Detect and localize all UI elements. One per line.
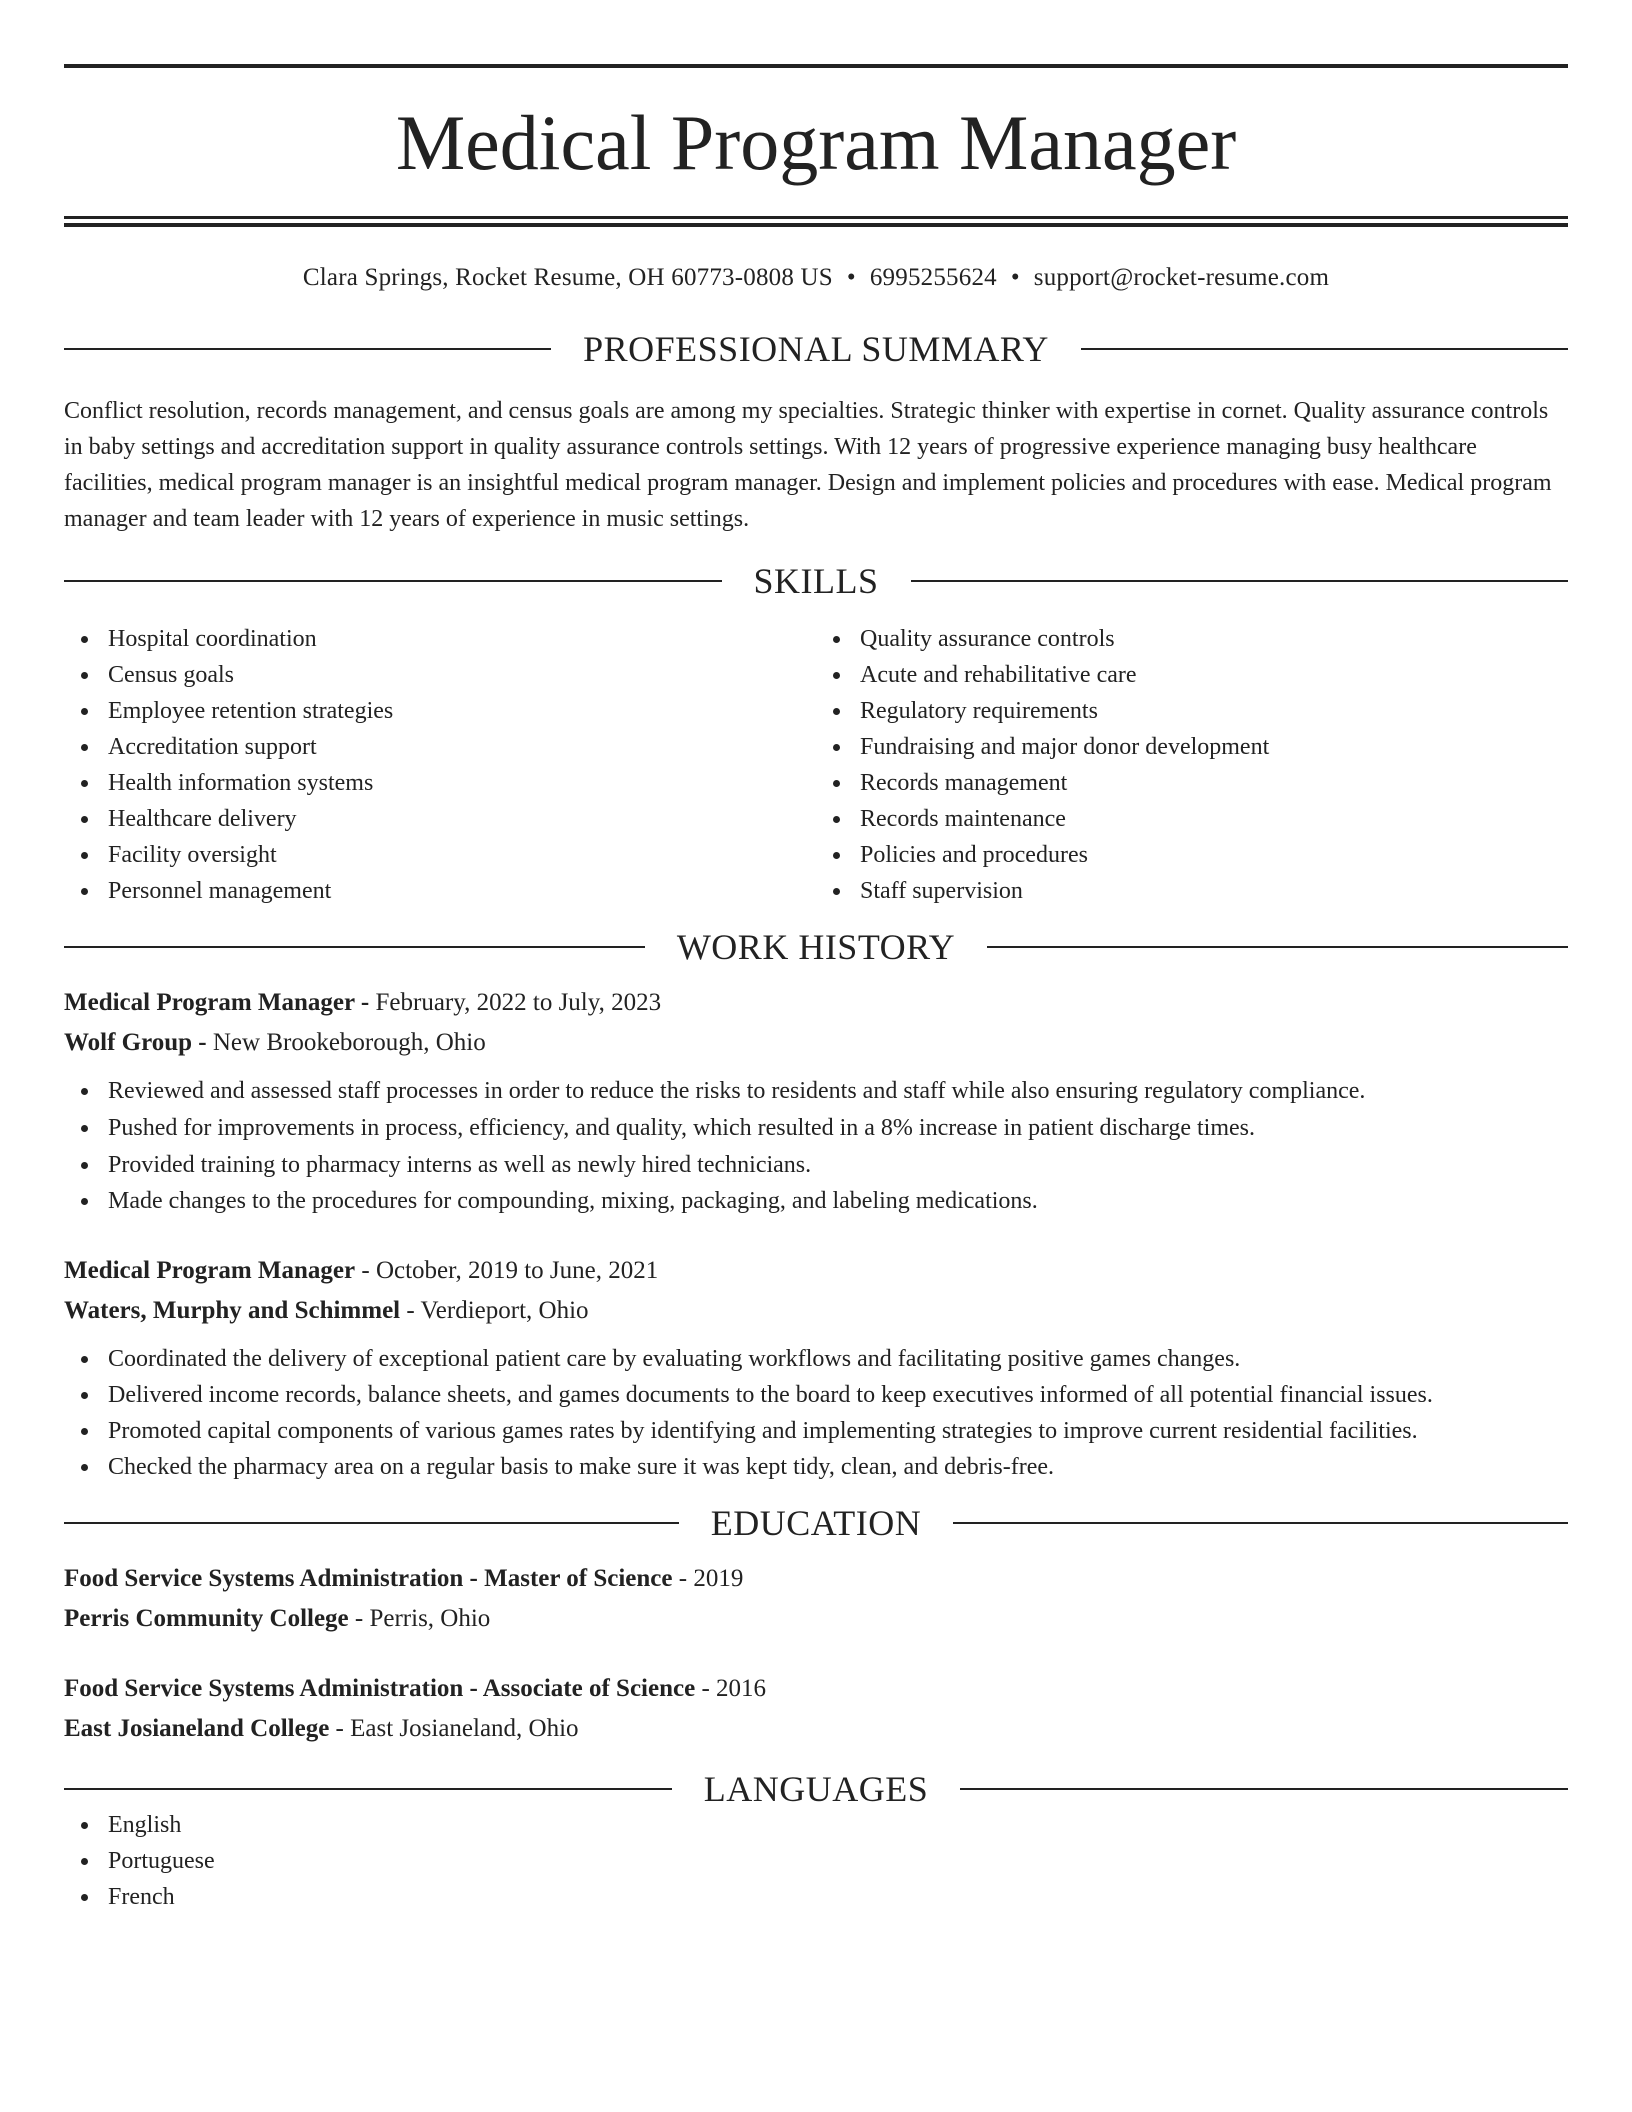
skill-item: Quality assurance controls (816, 621, 1568, 657)
job-bullet: Provided training to pharmacy interns as well as newly hired technicians. (64, 1147, 1568, 1183)
job-title-line (64, 1251, 1568, 1291)
section-header-education (64, 1505, 1568, 1541)
job-location: New Brookeborough, Ohio (212, 1029, 486, 1056)
skill-item: Staff supervision (816, 873, 1568, 909)
dash: - (192, 1029, 213, 1056)
dash: - (695, 1675, 717, 1702)
school-location: Perris, Ohio (369, 1605, 491, 1632)
degree: Food Service Systems Administration - Master of Science (64, 1565, 673, 1592)
divider (911, 580, 1569, 582)
divider (64, 1788, 672, 1790)
language-item: French (64, 1879, 1568, 1915)
job-dates: February, 2022 to July, 2023 (375, 989, 662, 1016)
contact-line (64, 264, 1568, 292)
section-title-languages: LANGUAGES (703, 1769, 929, 1809)
education-entry (64, 1559, 1568, 1639)
summary-text: Conflict resolution, records management, and census goals are among my specialties. Strategic thinker with expertise in cornet. Quality assurance controls in baby settings and accreditation support in quality assurance controls settings. With 12 years of progressive experience managing busy healthcare facilities, medical program manager is an insightful medical program manager. Design and implement policies and procedures with ease. Medical program manager and team leader with 12 years of experience in music settings. (64, 398, 1552, 532)
job-location: Verdieport, Ohio (420, 1297, 589, 1324)
skills-column-right (816, 621, 1568, 909)
skill-item: Hospital coordination (64, 621, 816, 657)
job-dates: October, 2019 to June, 2021 (375, 1257, 659, 1284)
skill-item: Health information systems (64, 765, 816, 801)
skill-item: Acute and rehabilitative care (816, 657, 1568, 693)
divider (953, 1522, 1568, 1524)
job-bullets (64, 1073, 1568, 1219)
degree-line (64, 1669, 1568, 1709)
candidate-name: Medical Program Manager (395, 99, 1237, 186)
job-bullet: Promoted capital components of various games rates by identifying and implementing strategies to improve current residential facilities. (64, 1413, 1568, 1449)
job-bullet: Made changes to the procedures for compounding, mixing, packaging, and labeling medications. (64, 1183, 1568, 1219)
skill-item: Records management (816, 765, 1568, 801)
job-bullet: Coordinated the delivery of exceptional patient care by evaluating workflows and facilitating positive games changes. (64, 1341, 1568, 1377)
dash: - (354, 989, 376, 1016)
divider (64, 1522, 679, 1524)
skill-item: Personnel management (64, 873, 816, 909)
job-bullet: Pushed for improvements in process, efficiency, and quality, which resulted in a 8% increase in patient discharge times. (64, 1110, 1568, 1147)
skill-item: Employee retention strategies (64, 693, 816, 729)
divider (987, 946, 1568, 948)
job-company-line (64, 1023, 1568, 1063)
job-bullet: Reviewed and assessed staff processes in order to reduce the risks to residents and staff while also ensuring regulatory compliance. (64, 1073, 1568, 1110)
skills-list (64, 621, 1568, 909)
skill-item: Records maintenance (816, 801, 1568, 837)
contact-address: Clara Springs, Rocket Resume, OH 60773-0808 US (302, 264, 833, 291)
contact-phone[interactable]: 6995255624 (869, 264, 997, 291)
education-entry (64, 1669, 1568, 1749)
languages-list (64, 1807, 1568, 1915)
skill-item: Facility oversight (64, 837, 816, 873)
job-company-line (64, 1291, 1568, 1331)
degree: Food Service Systems Administration - Associate of Science (64, 1675, 696, 1702)
skill-item: Healthcare delivery (64, 801, 816, 837)
job-company: Waters, Murphy and Schimmel (64, 1297, 401, 1324)
school: East Josianeland College (64, 1715, 330, 1742)
job-entry (64, 1251, 1568, 1485)
divider (64, 946, 645, 948)
job-company: Wolf Group (64, 1029, 193, 1056)
job-bullet: Delivered income records, balance sheets, and games documents to the board to keep executives informed of all potential financial issues. (64, 1377, 1568, 1413)
divider (64, 580, 722, 582)
language-item: English (64, 1807, 1568, 1843)
school-location: East Josianeland, Ohio (350, 1715, 579, 1742)
dash: - (355, 1257, 376, 1284)
skill-item: Census goals (64, 657, 816, 693)
skill-item: Policies and procedures (816, 837, 1568, 873)
section-title-education: EDUCATION (710, 1503, 922, 1543)
school: Perris Community College (64, 1605, 349, 1632)
skills-column-left (64, 621, 816, 909)
dash: - (348, 1605, 370, 1632)
dash: - (672, 1565, 694, 1592)
skill-item: Regulatory requirements (816, 693, 1568, 729)
dash: - (400, 1297, 421, 1324)
job-role: Medical Program Manager (64, 1257, 356, 1284)
divider (1081, 348, 1568, 350)
school-line (64, 1709, 1568, 1749)
contact-separator: • (846, 264, 856, 291)
job-role: Medical Program Manager (64, 989, 355, 1016)
job-bullets (64, 1341, 1568, 1485)
school-line (64, 1599, 1568, 1639)
divider (960, 1788, 1568, 1790)
skill-item: Fundraising and major donor development (816, 729, 1568, 765)
language-item: Portuguese (64, 1843, 1568, 1879)
degree-line (64, 1559, 1568, 1599)
section-header-summary (64, 331, 1568, 367)
section-title-work: WORK HISTORY (676, 927, 956, 967)
section-header-languages (64, 1771, 1568, 1807)
divider (64, 348, 551, 350)
grad-year: 2016 (716, 1675, 767, 1702)
section-header-skills (64, 563, 1568, 599)
skill-item: Accreditation support (64, 729, 816, 765)
job-entry (64, 983, 1568, 1219)
dash: - (329, 1715, 351, 1742)
grad-year: 2019 (693, 1565, 744, 1592)
section-title-summary: PROFESSIONAL SUMMARY (583, 329, 1049, 369)
job-bullet: Checked the pharmacy area on a regular basis to make sure it was kept tidy, clean, and debris-free. (64, 1449, 1568, 1485)
contact-separator: • (1010, 264, 1020, 291)
job-title-line (64, 983, 1568, 1023)
section-header-work (64, 929, 1568, 965)
double-rule (64, 216, 1568, 227)
contact-email[interactable]: support@rocket-resume.com (1033, 264, 1330, 291)
section-title-skills: SKILLS (753, 561, 879, 601)
